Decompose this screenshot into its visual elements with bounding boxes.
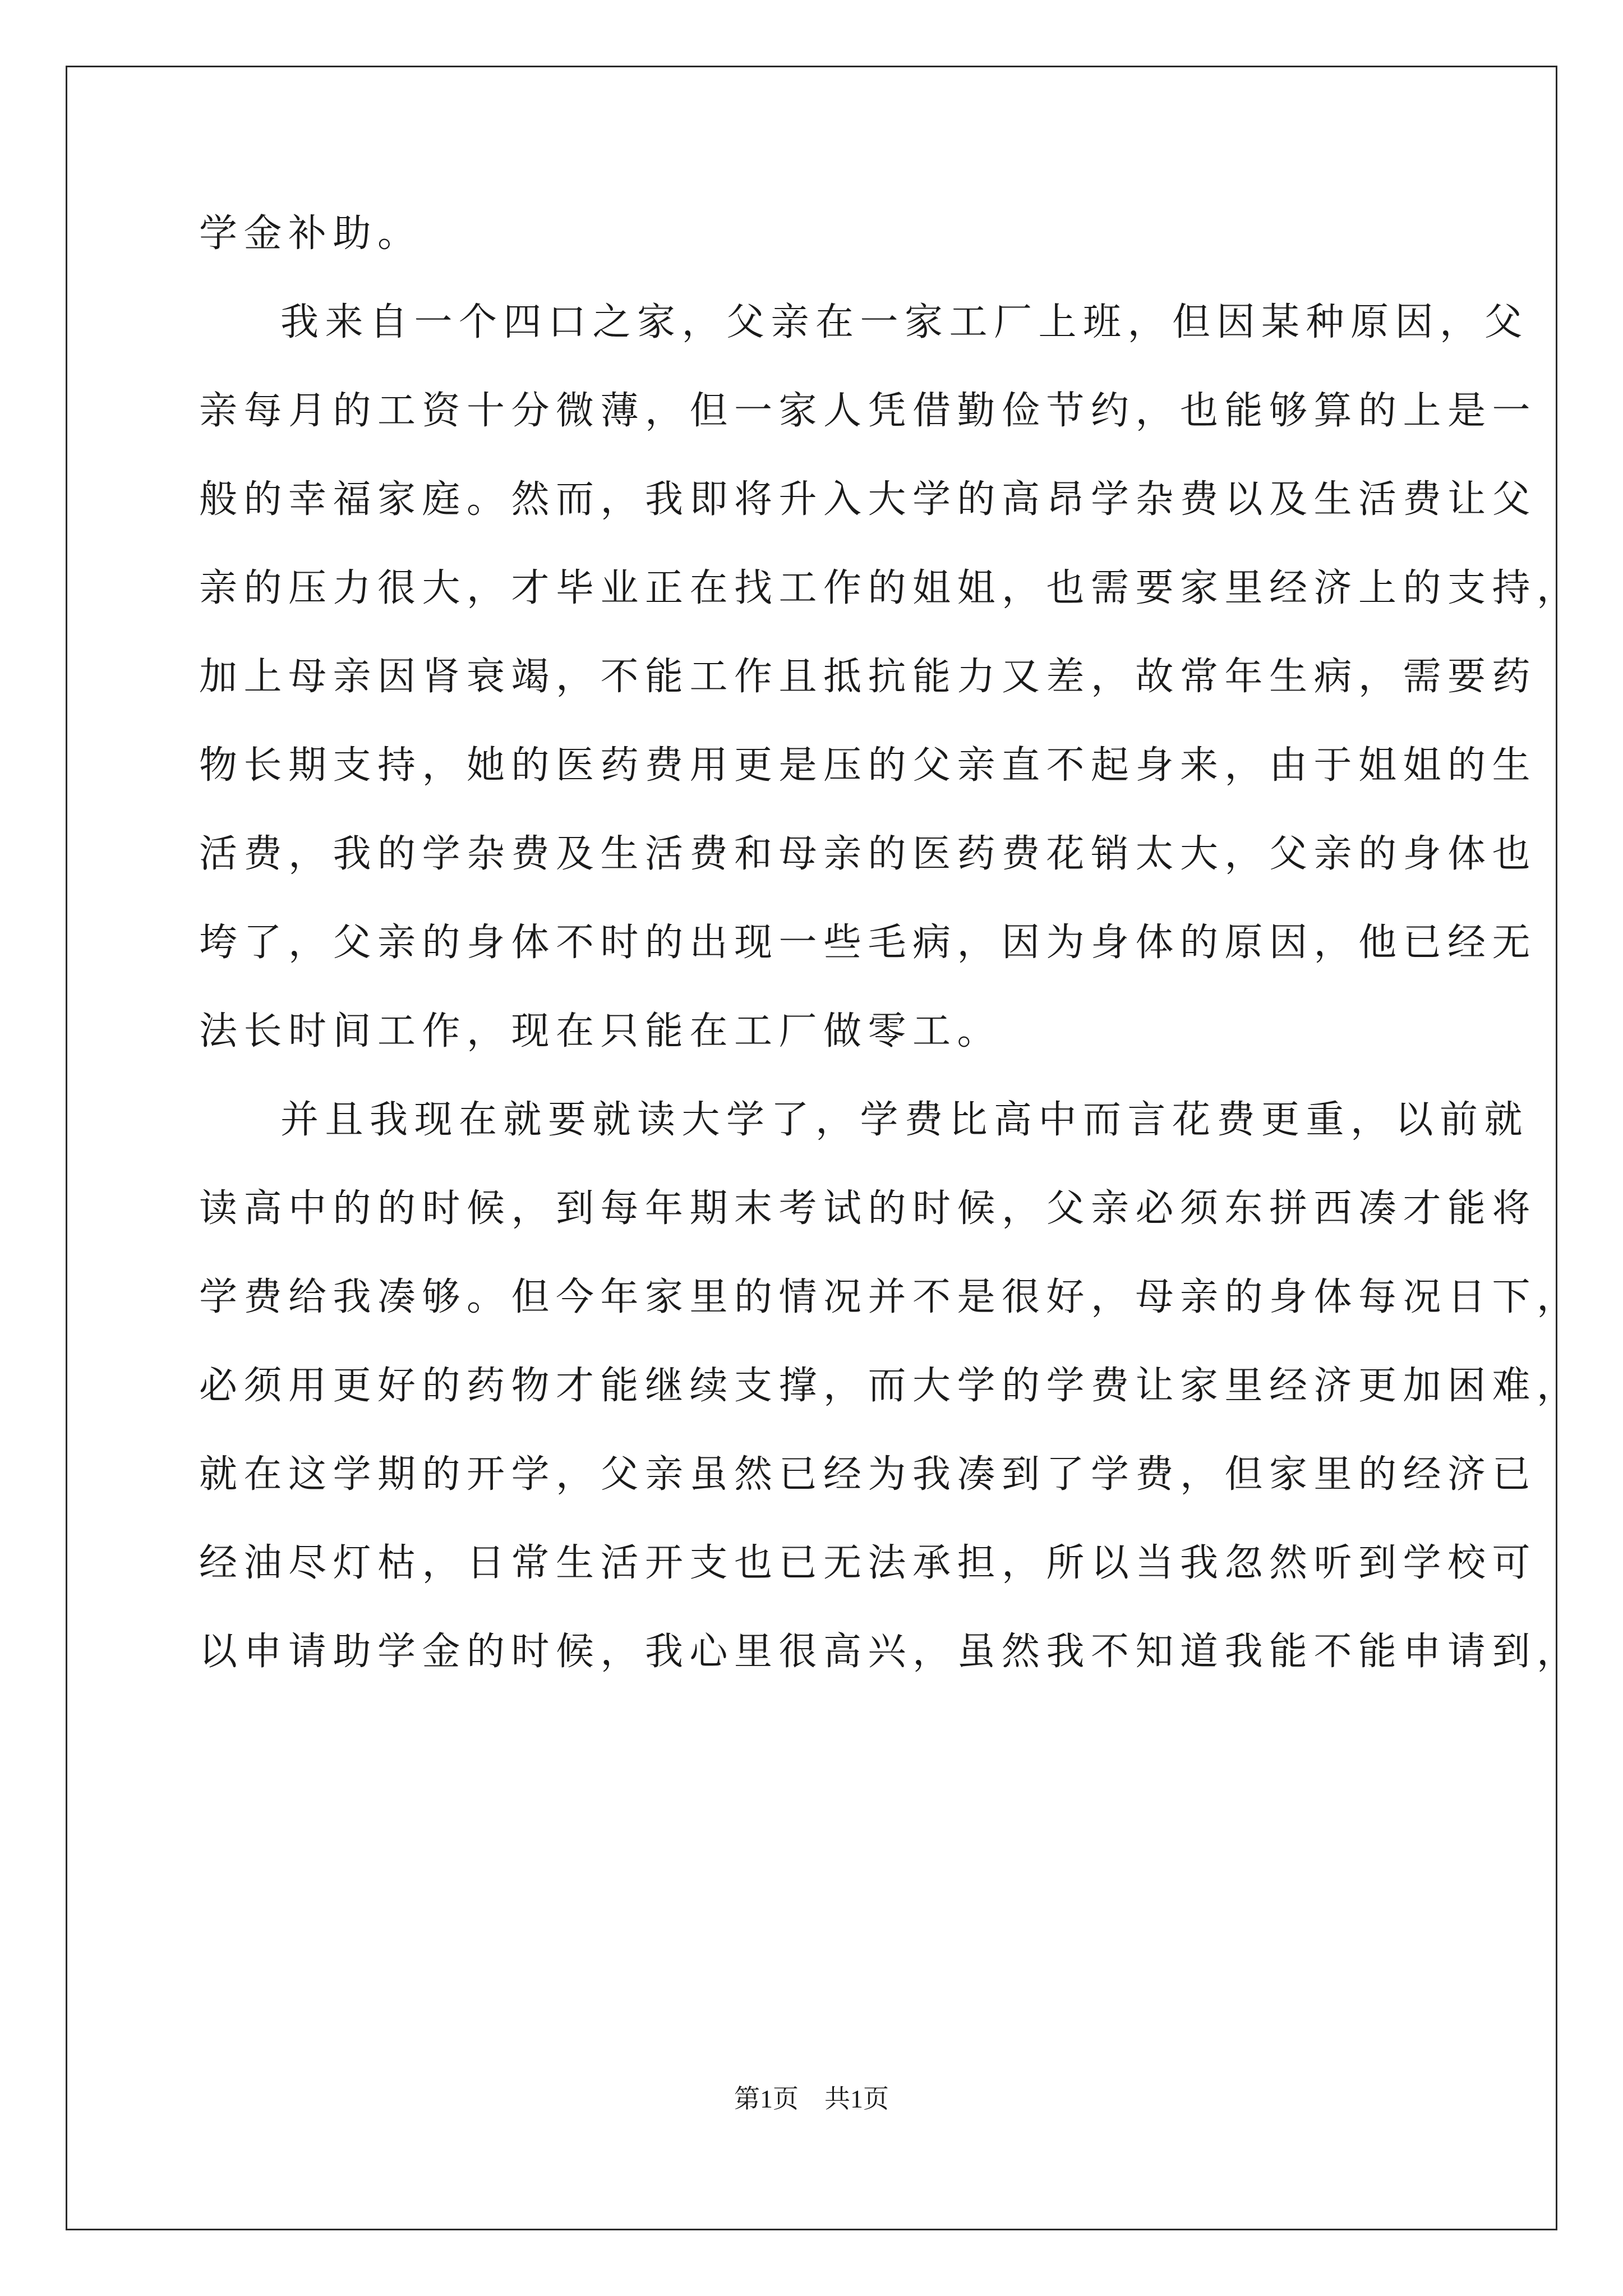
text-line: 法长时间工作，现在只能在工厂做零工。	[199, 1009, 1002, 1053]
text-line: 加上母亲因肾衰竭，不能工作且抵抗能力又差，故常年生病，需要药	[199, 655, 1537, 699]
text-line: 亲的压力很大，才毕业正在找工作的姐姐，也需要家里经济上的支持，	[199, 566, 1581, 610]
text-line: 般的幸福家庭。然而，我即将升入大学的高昂学杂费以及生活费让父	[199, 477, 1537, 522]
page-number: 第1页	[734, 2085, 799, 2113]
text-line: 活费，我的学杂费及生活费和母亲的医药费花销太大，父亲的身体也	[199, 832, 1537, 876]
text-line: 以申请助学金的时候，我心里很高兴，虽然我不知道我能不能申请到，	[199, 1630, 1581, 1674]
text-line: 物长期支持，她的医药费用更是压的父亲直不起身来，由于姐姐的生	[199, 743, 1537, 788]
text-line: 学费给我凑够。但今年家里的情况并不是很好，母亲的身体每况日下，	[199, 1275, 1581, 1319]
page-footer	[0, 2078, 1623, 2115]
paragraph-start-line: 我来自一个四口之家，父亲在一家工厂上班，但因某种原因，父	[280, 300, 1529, 344]
text-line: 必须用更好的药物才能继续支撑，而大学的学费让家里经济更加困难，	[199, 1364, 1581, 1408]
text-line: 垮了，父亲的身体不时的出现一些毛病，因为身体的原因，他已经无	[199, 921, 1537, 965]
total-pages: 共1页	[824, 2085, 889, 2113]
text-line: 就在这学期的开学，父亲虽然已经为我凑到了学费，但家里的经济已	[199, 1452, 1537, 1497]
text-line: 读高中的的时候，到每年期末考试的时候，父亲必须东拼西凑才能将	[199, 1186, 1537, 1231]
text-line: 亲每月的工资十分微薄，但一家人凭借勤俭节约，也能够算的上是一	[199, 389, 1537, 433]
text-line: 学金补助。	[199, 211, 422, 256]
paragraph-start-line: 并且我现在就要就读大学了，学费比高中而言花费更重，以前就	[280, 1098, 1529, 1142]
text-line: 经油尽灯枯，日常生活开支也已无法承担，所以当我忽然听到学校可	[199, 1541, 1537, 1585]
